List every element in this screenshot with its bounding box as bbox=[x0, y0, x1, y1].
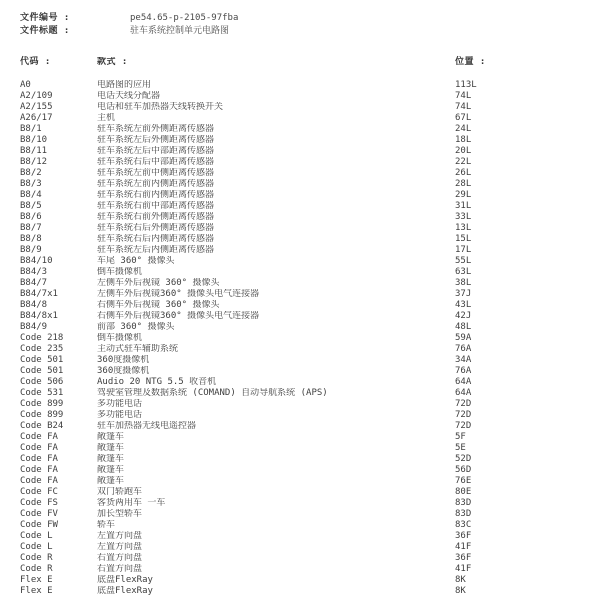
table-row bbox=[0, 344, 600, 355]
desc-cell: 驻车系统右后中部距离传感器 bbox=[97, 157, 215, 167]
pos-cell: 24L bbox=[455, 124, 472, 134]
desc-cell: 右置方向盘 bbox=[97, 553, 143, 563]
pos-cell: 29L bbox=[455, 190, 472, 200]
pos-cell: 76A bbox=[455, 366, 472, 376]
table-row bbox=[0, 179, 600, 190]
desc-cell: 底盘FlexRay bbox=[97, 586, 153, 596]
desc-cell: 多功能电话 bbox=[97, 410, 143, 420]
code-cell: B8/3 bbox=[20, 179, 42, 189]
table-row bbox=[0, 322, 600, 333]
desc-cell: 敞篷车 bbox=[97, 454, 125, 464]
table-row bbox=[0, 399, 600, 410]
column-header-code: 代码 : bbox=[20, 57, 51, 67]
code-cell: Code FA bbox=[20, 443, 58, 453]
table-column-header bbox=[0, 57, 600, 68]
code-cell: A26/17 bbox=[20, 113, 53, 123]
table-row bbox=[0, 146, 600, 157]
pos-cell: 67L bbox=[455, 113, 472, 123]
file-title-value: 驻车系统控制单元电路图 bbox=[130, 26, 230, 36]
pos-cell: 13L bbox=[455, 223, 472, 233]
table-row bbox=[0, 311, 600, 322]
code-cell: Code FC bbox=[20, 487, 58, 497]
table-row bbox=[0, 190, 600, 201]
desc-cell: 左侧车外后视镜 360° 摄像头 bbox=[97, 278, 220, 288]
table-row bbox=[0, 421, 600, 432]
pos-cell: 80E bbox=[455, 487, 472, 497]
pos-cell: 83D bbox=[455, 509, 472, 519]
code-cell: A2/155 bbox=[20, 102, 53, 112]
desc-cell: 主机 bbox=[97, 113, 116, 123]
code-cell: Flex E bbox=[20, 575, 53, 585]
table-row bbox=[0, 366, 600, 377]
table-row bbox=[0, 223, 600, 234]
table-row bbox=[0, 432, 600, 443]
pos-cell: 83C bbox=[455, 520, 472, 530]
pos-cell: 76E bbox=[455, 476, 472, 486]
desc-cell: 双门轿跑车 bbox=[97, 487, 143, 497]
pos-cell: 64A bbox=[455, 377, 472, 387]
file-title-row bbox=[20, 25, 238, 38]
desc-cell: 右侧车外后视镜 360° 摄像头 bbox=[97, 300, 220, 310]
code-cell: B8/8 bbox=[20, 234, 42, 244]
desc-cell: 电话和驻车加热器天线转换开关 bbox=[97, 102, 224, 112]
code-cell: B84/10 bbox=[20, 256, 53, 266]
desc-cell: 驻车系统左前内侧距离传感器 bbox=[97, 179, 215, 189]
desc-cell: 360度摄像机 bbox=[97, 355, 150, 365]
code-cell: Code L bbox=[20, 531, 53, 541]
table-row bbox=[0, 201, 600, 212]
table-row bbox=[0, 465, 600, 476]
pos-cell: 31L bbox=[455, 201, 472, 211]
pos-cell: 5F bbox=[455, 432, 466, 442]
desc-cell: 多功能电话 bbox=[97, 399, 143, 409]
desc-cell: 车尾 360° 摄像头 bbox=[97, 256, 175, 266]
table-row bbox=[0, 564, 600, 575]
desc-cell: 驻车系统右前中部距离传感器 bbox=[97, 201, 215, 211]
code-cell: B84/7 bbox=[20, 278, 48, 288]
code-cell: B84/8 bbox=[20, 300, 48, 310]
pos-cell: 48L bbox=[455, 322, 472, 332]
code-cell: B8/1 bbox=[20, 124, 42, 134]
code-table-body bbox=[0, 80, 600, 597]
file-number-row bbox=[20, 12, 238, 25]
desc-cell: 360度摄像机 bbox=[97, 366, 150, 376]
code-cell: Code 899 bbox=[20, 410, 64, 420]
pos-cell: 8K bbox=[455, 586, 466, 596]
pos-cell: 42J bbox=[455, 311, 472, 321]
desc-cell: 驻车加热器无线电遥控器 bbox=[97, 421, 197, 431]
desc-cell: 电话天线分配器 bbox=[97, 91, 161, 101]
desc-cell: 驻车系统右前外侧距离传感器 bbox=[97, 212, 215, 222]
table-row bbox=[0, 410, 600, 421]
desc-cell: 驻车系统右前内侧距离传感器 bbox=[97, 190, 215, 200]
desc-cell: 轿车 bbox=[97, 520, 116, 530]
code-cell: Code B24 bbox=[20, 421, 64, 431]
table-row bbox=[0, 168, 600, 179]
file-title-label: 文件标题 : bbox=[20, 26, 70, 36]
pos-cell: 63L bbox=[455, 267, 472, 277]
pos-cell: 17L bbox=[455, 245, 472, 255]
code-cell: B8/6 bbox=[20, 212, 42, 222]
code-cell: Code R bbox=[20, 564, 53, 574]
table-row bbox=[0, 256, 600, 267]
desc-cell: 右置方向盘 bbox=[97, 564, 143, 574]
pos-cell: 15L bbox=[455, 234, 472, 244]
code-cell: Code R bbox=[20, 553, 53, 563]
code-cell: B84/9 bbox=[20, 322, 48, 332]
pos-cell: 74L bbox=[455, 102, 472, 112]
desc-cell: 驻车系统右后内侧距离传感器 bbox=[97, 234, 215, 244]
pos-cell: 64A bbox=[455, 388, 472, 398]
code-cell: B8/2 bbox=[20, 168, 42, 178]
pos-cell: 72D bbox=[455, 410, 472, 420]
column-header-model: 款式 : bbox=[97, 57, 128, 67]
pos-cell: 74L bbox=[455, 91, 472, 101]
code-cell: B84/3 bbox=[20, 267, 48, 277]
pos-cell: 83D bbox=[455, 498, 472, 508]
pos-cell: 72D bbox=[455, 421, 472, 431]
code-cell: B8/5 bbox=[20, 201, 42, 211]
table-row bbox=[0, 333, 600, 344]
desc-cell: 倒车摄像机 bbox=[97, 267, 143, 277]
table-row bbox=[0, 553, 600, 564]
code-cell: Code 899 bbox=[20, 399, 64, 409]
code-cell: B8/10 bbox=[20, 135, 48, 145]
desc-cell: 左置方向盘 bbox=[97, 542, 143, 552]
desc-cell: 驻车系统左后中部距离传感器 bbox=[97, 146, 215, 156]
pos-cell: 41F bbox=[455, 542, 472, 552]
pos-cell: 56D bbox=[455, 465, 472, 475]
code-cell: Code FS bbox=[20, 498, 58, 508]
desc-cell: 电路图的应用 bbox=[97, 80, 152, 90]
pos-cell: 36F bbox=[455, 531, 472, 541]
table-row bbox=[0, 135, 600, 146]
desc-cell: 驾驶室管理及数据系统 (COMAND) 自动导航系统 (APS) bbox=[97, 388, 328, 398]
desc-cell: 左置方向盘 bbox=[97, 531, 143, 541]
table-row bbox=[0, 509, 600, 520]
pos-cell: 28L bbox=[455, 179, 472, 189]
table-row bbox=[0, 267, 600, 278]
pos-cell: 5E bbox=[455, 443, 466, 453]
desc-cell: 底盘FlexRay bbox=[97, 575, 153, 585]
code-cell: B8/4 bbox=[20, 190, 42, 200]
table-row bbox=[0, 124, 600, 135]
file-number-value: pe54.65-p-2105-97fba bbox=[130, 13, 239, 23]
table-row bbox=[0, 278, 600, 289]
table-row bbox=[0, 80, 600, 91]
table-row bbox=[0, 575, 600, 586]
desc-cell: 左侧车外后视镜360° 摄像头电气连接器 bbox=[97, 289, 260, 299]
desc-cell: 驻车系统右后外侧距离传感器 bbox=[97, 223, 215, 233]
pos-cell: 52D bbox=[455, 454, 472, 464]
table-row bbox=[0, 476, 600, 487]
code-cell: B8/11 bbox=[20, 146, 48, 156]
code-cell: B84/7x1 bbox=[20, 289, 58, 299]
pos-cell: 38L bbox=[455, 278, 472, 288]
pos-cell: 37J bbox=[455, 289, 472, 299]
table-row bbox=[0, 487, 600, 498]
code-cell: B8/7 bbox=[20, 223, 42, 233]
code-cell: Flex E bbox=[20, 586, 53, 596]
code-cell: Code 501 bbox=[20, 355, 64, 365]
document-header bbox=[20, 12, 238, 38]
desc-cell: 右侧车外后视镜360° 摄像头电气连接器 bbox=[97, 311, 260, 321]
desc-cell: 敞篷车 bbox=[97, 443, 125, 453]
pos-cell: 41F bbox=[455, 564, 472, 574]
pos-cell: 18L bbox=[455, 135, 472, 145]
table-row bbox=[0, 377, 600, 388]
column-header-position: 位置 : bbox=[455, 57, 486, 67]
desc-cell: 客货两用车 一车 bbox=[97, 498, 166, 508]
code-cell: Code FV bbox=[20, 509, 58, 519]
code-cell: Code FW bbox=[20, 520, 58, 530]
desc-cell: 驻车系统左前外侧距离传感器 bbox=[97, 124, 215, 134]
table-row bbox=[0, 212, 600, 223]
table-row bbox=[0, 300, 600, 311]
pos-cell: 43L bbox=[455, 300, 472, 310]
table-row bbox=[0, 289, 600, 300]
code-cell: A0 bbox=[20, 80, 31, 90]
pos-cell: 113L bbox=[455, 80, 477, 90]
pos-cell: 34A bbox=[455, 355, 472, 365]
code-cell: Code 218 bbox=[20, 333, 64, 343]
desc-cell: 驻车系统左后内侧距离传感器 bbox=[97, 245, 215, 255]
table-row bbox=[0, 498, 600, 509]
code-cell: Code FA bbox=[20, 465, 58, 475]
table-row bbox=[0, 113, 600, 124]
pos-cell: 72D bbox=[455, 399, 472, 409]
code-cell: B84/8x1 bbox=[20, 311, 58, 321]
table-row bbox=[0, 454, 600, 465]
code-cell: B8/12 bbox=[20, 157, 48, 167]
table-row bbox=[0, 443, 600, 454]
pos-cell: 33L bbox=[455, 212, 472, 222]
pos-cell: 22L bbox=[455, 157, 472, 167]
table-row bbox=[0, 355, 600, 366]
pos-cell: 55L bbox=[455, 256, 472, 266]
table-row bbox=[0, 91, 600, 102]
table-row bbox=[0, 531, 600, 542]
code-cell: A2/109 bbox=[20, 91, 53, 101]
pos-cell: 20L bbox=[455, 146, 472, 156]
pos-cell: 76A bbox=[455, 344, 472, 354]
file-number-label: 文件编号 : bbox=[20, 13, 70, 23]
table-row bbox=[0, 157, 600, 168]
desc-cell: 敞篷车 bbox=[97, 476, 125, 486]
table-row bbox=[0, 520, 600, 531]
table-row bbox=[0, 388, 600, 399]
code-cell: Code 531 bbox=[20, 388, 64, 398]
code-cell: Code FA bbox=[20, 432, 58, 442]
desc-cell: Audio 20 NTG 5.5 收音机 bbox=[97, 377, 217, 387]
code-cell: Code 235 bbox=[20, 344, 64, 354]
desc-cell: 加长型轿车 bbox=[97, 509, 143, 519]
table-row bbox=[0, 102, 600, 113]
desc-cell: 敞篷车 bbox=[97, 432, 125, 442]
desc-cell: 倒车摄像机 bbox=[97, 333, 143, 343]
desc-cell: 驻车系统左前中侧距离传感器 bbox=[97, 168, 215, 178]
code-cell: B8/9 bbox=[20, 245, 42, 255]
desc-cell: 敞篷车 bbox=[97, 465, 125, 475]
desc-cell: 主动式驻车辅助系统 bbox=[97, 344, 179, 354]
pos-cell: 26L bbox=[455, 168, 472, 178]
pos-cell: 36F bbox=[455, 553, 472, 563]
table-row bbox=[0, 542, 600, 553]
desc-cell: 驻车系统左后外侧距离传感器 bbox=[97, 135, 215, 145]
table-row bbox=[0, 234, 600, 245]
table-row bbox=[0, 245, 600, 256]
code-cell: Code L bbox=[20, 542, 53, 552]
desc-cell: 前部 360° 摄像头 bbox=[97, 322, 175, 332]
code-cell: Code FA bbox=[20, 454, 58, 464]
code-cell: Code 506 bbox=[20, 377, 64, 387]
table-row bbox=[0, 586, 600, 597]
pos-cell: 59A bbox=[455, 333, 472, 343]
code-cell: Code FA bbox=[20, 476, 58, 486]
pos-cell: 8K bbox=[455, 575, 466, 585]
code-cell: Code 501 bbox=[20, 366, 64, 376]
